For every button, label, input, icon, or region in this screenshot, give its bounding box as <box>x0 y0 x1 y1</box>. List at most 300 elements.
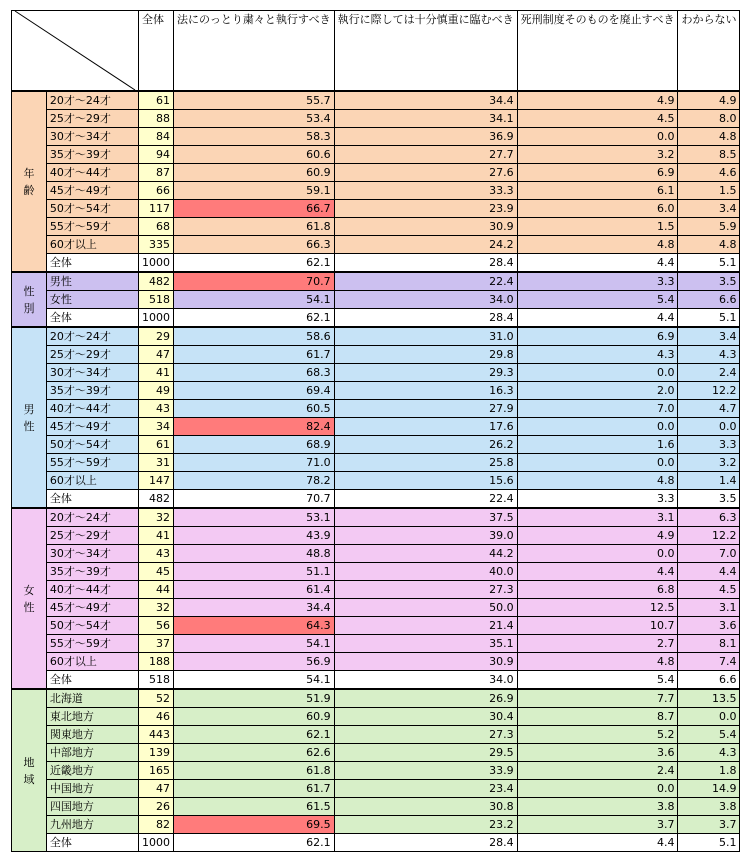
row-label: 25才～29才 <box>46 110 138 128</box>
table-row <box>12 563 740 581</box>
value-cell: 6.6 <box>678 671 740 690</box>
value-cell: 27.3 <box>334 581 517 599</box>
table-row <box>12 527 740 545</box>
value-cell: 3.1 <box>678 599 740 617</box>
value-cell: 4.8 <box>517 653 678 671</box>
value-cell: 6.9 <box>517 327 678 346</box>
value-cell: 4.5 <box>678 581 740 599</box>
value-cell: 62.1 <box>174 834 335 852</box>
value-cell: 1.6 <box>517 436 678 454</box>
value-cell: 2.4 <box>517 762 678 780</box>
row-label: 女性 <box>46 291 138 309</box>
sample-count-cell: 335 <box>139 236 174 254</box>
table-row <box>12 780 740 798</box>
value-cell: 40.0 <box>334 563 517 581</box>
sample-count-cell: 37 <box>139 635 174 653</box>
value-cell: 6.8 <box>517 581 678 599</box>
value-cell: 4.8 <box>678 128 740 146</box>
sample-count-cell: 44 <box>139 581 174 599</box>
value-cell: 28.4 <box>334 254 517 273</box>
value-cell: 5.4 <box>517 671 678 690</box>
value-cell: 3.6 <box>678 617 740 635</box>
table-total-row <box>12 254 740 273</box>
sample-count-cell: 518 <box>139 291 174 309</box>
value-cell: 55.7 <box>174 91 335 110</box>
sample-count-cell: 56 <box>139 617 174 635</box>
sample-count-cell: 31 <box>139 454 174 472</box>
value-cell: 4.4 <box>517 309 678 328</box>
value-cell: 62.1 <box>174 254 335 273</box>
value-cell: 4.4 <box>517 834 678 852</box>
row-label: 近畿地方 <box>46 762 138 780</box>
row-label: 30才～34才 <box>46 128 138 146</box>
corner-header-cell <box>12 11 139 92</box>
row-label: 60才以上 <box>46 653 138 671</box>
sample-count-cell: 443 <box>139 726 174 744</box>
sample-count-cell: 94 <box>139 146 174 164</box>
value-cell: 3.3 <box>517 490 678 509</box>
value-cell: 3.6 <box>517 744 678 762</box>
value-cell: 3.2 <box>517 146 678 164</box>
value-cell: 34.4 <box>174 599 335 617</box>
value-cell: 21.4 <box>334 617 517 635</box>
value-cell: 5.4 <box>517 291 678 309</box>
value-cell: 0.0 <box>517 364 678 382</box>
value-cell: 61.7 <box>174 780 335 798</box>
table-row <box>12 726 740 744</box>
value-cell: 54.1 <box>174 671 335 690</box>
value-cell: 60.9 <box>174 164 335 182</box>
value-cell: 8.7 <box>517 708 678 726</box>
row-label: 40才～44才 <box>46 581 138 599</box>
value-cell: 39.0 <box>334 527 517 545</box>
value-cell: 66.3 <box>174 236 335 254</box>
table-row <box>12 689 740 708</box>
value-cell: 61.8 <box>174 218 335 236</box>
value-cell: 12.2 <box>678 382 740 400</box>
value-cell: 30.8 <box>334 798 517 816</box>
row-label: 20才～24才 <box>46 508 138 527</box>
table-row <box>12 744 740 762</box>
value-cell: 69.4 <box>174 382 335 400</box>
row-label: 20才～24才 <box>46 91 138 110</box>
value-cell: 68.9 <box>174 436 335 454</box>
value-cell: 4.3 <box>517 346 678 364</box>
value-cell: 0.0 <box>678 418 740 436</box>
value-cell: 56.9 <box>174 653 335 671</box>
value-cell: 4.4 <box>517 254 678 273</box>
value-cell: 50.0 <box>334 599 517 617</box>
value-cell: 22.4 <box>334 490 517 509</box>
table-row <box>12 346 740 364</box>
table-row <box>12 816 740 834</box>
value-cell: 61.4 <box>174 581 335 599</box>
value-cell: 4.9 <box>678 91 740 110</box>
value-cell: 4.4 <box>678 563 740 581</box>
value-cell: 34.0 <box>334 291 517 309</box>
value-cell: 6.0 <box>517 200 678 218</box>
row-label: 50才～54才 <box>46 436 138 454</box>
value-cell: 61.7 <box>174 346 335 364</box>
value-cell: 1.5 <box>517 218 678 236</box>
table-row <box>12 708 740 726</box>
sample-count-cell: 68 <box>139 218 174 236</box>
value-cell: 60.9 <box>174 708 335 726</box>
value-cell: 4.9 <box>517 527 678 545</box>
value-cell: 4.5 <box>517 110 678 128</box>
value-cell: 2.7 <box>517 635 678 653</box>
value-cell: 12.5 <box>517 599 678 617</box>
table-row <box>12 762 740 780</box>
value-cell: 37.5 <box>334 508 517 527</box>
table-row <box>12 128 740 146</box>
value-cell: 17.6 <box>334 418 517 436</box>
value-cell: 29.8 <box>334 346 517 364</box>
sample-count-cell: 117 <box>139 200 174 218</box>
highlighted-value-cell: 82.4 <box>174 418 335 436</box>
sample-count-cell: 43 <box>139 400 174 418</box>
value-cell: 4.8 <box>678 236 740 254</box>
table-row <box>12 382 740 400</box>
sample-count-cell: 165 <box>139 762 174 780</box>
value-cell: 3.7 <box>517 816 678 834</box>
table-row <box>12 798 740 816</box>
value-cell: 62.1 <box>174 309 335 328</box>
value-cell: 0.0 <box>517 545 678 563</box>
sample-count-cell: 147 <box>139 472 174 490</box>
table-total-row <box>12 834 740 852</box>
value-cell: 58.3 <box>174 128 335 146</box>
value-cell: 3.3 <box>517 272 678 291</box>
sample-count-cell: 1000 <box>139 309 174 328</box>
value-cell: 7.0 <box>517 400 678 418</box>
sample-count-cell: 49 <box>139 382 174 400</box>
value-cell: 68.3 <box>174 364 335 382</box>
value-cell: 3.8 <box>678 798 740 816</box>
row-label: 全体 <box>46 834 138 852</box>
value-cell: 3.4 <box>678 200 740 218</box>
value-cell: 13.5 <box>678 689 740 708</box>
value-cell: 61.5 <box>174 798 335 816</box>
value-cell: 1.5 <box>678 182 740 200</box>
diagonal-line <box>15 11 135 90</box>
table-row <box>12 236 740 254</box>
row-label: 男性 <box>46 272 138 291</box>
value-cell: 70.7 <box>174 490 335 509</box>
table-total-row <box>12 309 740 328</box>
value-cell: 7.0 <box>678 545 740 563</box>
group-label-sex: 性 別 <box>12 272 47 327</box>
value-cell: 23.2 <box>334 816 517 834</box>
sample-count-cell: 46 <box>139 708 174 726</box>
table-row <box>12 653 740 671</box>
value-cell: 30.4 <box>334 708 517 726</box>
value-cell: 8.0 <box>678 110 740 128</box>
header-execute-carefully: 執行に際しては十分慎重に臨むべき <box>334 11 517 92</box>
value-cell: 7.4 <box>678 653 740 671</box>
value-cell: 51.9 <box>174 689 335 708</box>
sample-count-cell: 45 <box>139 563 174 581</box>
value-cell: 5.1 <box>678 254 740 273</box>
sample-count-cell: 518 <box>139 671 174 690</box>
header-abolish: 死刑制度そのものを廃止すべき <box>517 11 678 92</box>
value-cell: 2.0 <box>517 382 678 400</box>
value-cell: 0.0 <box>517 128 678 146</box>
value-cell: 3.1 <box>517 508 678 527</box>
value-cell: 26.2 <box>334 436 517 454</box>
sample-count-cell: 482 <box>139 490 174 509</box>
value-cell: 31.0 <box>334 327 517 346</box>
sample-count-cell: 61 <box>139 436 174 454</box>
row-label: 35才～39才 <box>46 382 138 400</box>
row-label: 55才～59才 <box>46 635 138 653</box>
value-cell: 27.9 <box>334 400 517 418</box>
table-row <box>12 272 740 291</box>
header-total: 全体 <box>139 11 174 92</box>
row-label: 50才～54才 <box>46 617 138 635</box>
group-label-women: 女 性 <box>12 508 47 689</box>
value-cell: 6.6 <box>678 291 740 309</box>
table-row <box>12 364 740 382</box>
row-label: 55才～59才 <box>46 454 138 472</box>
table-row <box>12 581 740 599</box>
row-label: 55才～59才 <box>46 218 138 236</box>
table-row <box>12 327 740 346</box>
value-cell: 23.4 <box>334 780 517 798</box>
table-row <box>12 400 740 418</box>
value-cell: 33.3 <box>334 182 517 200</box>
value-cell: 58.6 <box>174 327 335 346</box>
value-cell: 29.5 <box>334 744 517 762</box>
value-cell: 12.2 <box>678 527 740 545</box>
value-cell: 53.4 <box>174 110 335 128</box>
value-cell: 5.1 <box>678 309 740 328</box>
row-label: 35才～39才 <box>46 563 138 581</box>
row-label: 北海道 <box>46 689 138 708</box>
row-label: 全体 <box>46 309 138 328</box>
sample-count-cell: 88 <box>139 110 174 128</box>
sample-count-cell: 84 <box>139 128 174 146</box>
sample-count-cell: 87 <box>139 164 174 182</box>
value-cell: 34.4 <box>334 91 517 110</box>
sample-count-cell: 61 <box>139 91 174 110</box>
value-cell: 71.0 <box>174 454 335 472</box>
sample-count-cell: 139 <box>139 744 174 762</box>
row-label: 全体 <box>46 490 138 509</box>
row-label: 全体 <box>46 671 138 690</box>
value-cell: 27.6 <box>334 164 517 182</box>
table-row <box>12 436 740 454</box>
value-cell: 51.1 <box>174 563 335 581</box>
value-cell: 44.2 <box>334 545 517 563</box>
table-total-row <box>12 490 740 509</box>
value-cell: 25.8 <box>334 454 517 472</box>
value-cell: 24.2 <box>334 236 517 254</box>
value-cell: 5.4 <box>678 726 740 744</box>
row-label: 四国地方 <box>46 798 138 816</box>
value-cell: 14.9 <box>678 780 740 798</box>
value-cell: 4.3 <box>678 346 740 364</box>
value-cell: 43.9 <box>174 527 335 545</box>
value-cell: 4.7 <box>678 400 740 418</box>
value-cell: 3.7 <box>678 816 740 834</box>
sample-count-cell: 47 <box>139 346 174 364</box>
value-cell: 4.8 <box>517 236 678 254</box>
table-row <box>12 218 740 236</box>
value-cell: 3.4 <box>678 327 740 346</box>
value-cell: 3.5 <box>678 490 740 509</box>
value-cell: 2.4 <box>678 364 740 382</box>
group-label-men: 男 性 <box>12 327 47 508</box>
value-cell: 28.4 <box>334 834 517 852</box>
value-cell: 26.9 <box>334 689 517 708</box>
row-label: 中部地方 <box>46 744 138 762</box>
sample-count-cell: 82 <box>139 816 174 834</box>
row-label: 東北地方 <box>46 708 138 726</box>
sample-count-cell: 41 <box>139 364 174 382</box>
table-row <box>12 418 740 436</box>
value-cell: 6.1 <box>517 182 678 200</box>
value-cell: 34.0 <box>334 671 517 690</box>
survey-table <box>11 10 740 852</box>
value-cell: 53.1 <box>174 508 335 527</box>
sample-count-cell: 1000 <box>139 834 174 852</box>
value-cell: 36.9 <box>334 128 517 146</box>
value-cell: 60.6 <box>174 146 335 164</box>
highlighted-value-cell: 64.3 <box>174 617 335 635</box>
value-cell: 27.3 <box>334 726 517 744</box>
row-label: 九州地方 <box>46 816 138 834</box>
row-label: 25才～29才 <box>46 346 138 364</box>
value-cell: 28.4 <box>334 309 517 328</box>
table-row <box>12 599 740 617</box>
table-row <box>12 110 740 128</box>
value-cell: 15.6 <box>334 472 517 490</box>
header-execute-strictly: 法にのっとり粛々と執行すべき <box>174 11 335 92</box>
highlighted-value-cell: 66.7 <box>174 200 335 218</box>
value-cell: 0.0 <box>678 708 740 726</box>
sample-count-cell: 47 <box>139 780 174 798</box>
sample-count-cell: 32 <box>139 508 174 527</box>
sample-count-cell: 1000 <box>139 254 174 273</box>
value-cell: 1.8 <box>678 762 740 780</box>
sample-count-cell: 482 <box>139 272 174 291</box>
table-row <box>12 164 740 182</box>
row-label: 45才～49才 <box>46 182 138 200</box>
value-cell: 4.3 <box>678 744 740 762</box>
value-cell: 54.1 <box>174 635 335 653</box>
sample-count-cell: 43 <box>139 545 174 563</box>
value-cell: 0.0 <box>517 454 678 472</box>
value-cell: 54.1 <box>174 291 335 309</box>
row-label: 60才以上 <box>46 472 138 490</box>
sample-count-cell: 66 <box>139 182 174 200</box>
table-row <box>12 182 740 200</box>
row-label: 60才以上 <box>46 236 138 254</box>
table-row <box>12 617 740 635</box>
value-cell: 6.9 <box>517 164 678 182</box>
value-cell: 16.3 <box>334 382 517 400</box>
value-cell: 30.9 <box>334 653 517 671</box>
value-cell: 4.4 <box>517 563 678 581</box>
value-cell: 1.4 <box>678 472 740 490</box>
table-row <box>12 545 740 563</box>
value-cell: 5.1 <box>678 834 740 852</box>
value-cell: 30.9 <box>334 218 517 236</box>
table-row <box>12 291 740 309</box>
table-row <box>12 508 740 527</box>
value-cell: 8.1 <box>678 635 740 653</box>
table-row <box>12 454 740 472</box>
highlighted-value-cell: 70.7 <box>174 272 335 291</box>
table-row <box>12 472 740 490</box>
row-label: 20才～24才 <box>46 327 138 346</box>
row-label: 40才～44才 <box>46 164 138 182</box>
row-label: 35才～39才 <box>46 146 138 164</box>
sample-count-cell: 32 <box>139 599 174 617</box>
value-cell: 23.9 <box>334 200 517 218</box>
value-cell: 33.9 <box>334 762 517 780</box>
value-cell: 0.0 <box>517 780 678 798</box>
row-label: 45才～49才 <box>46 599 138 617</box>
value-cell: 27.7 <box>334 146 517 164</box>
value-cell: 5.2 <box>517 726 678 744</box>
value-cell: 61.8 <box>174 762 335 780</box>
value-cell: 59.1 <box>174 182 335 200</box>
value-cell: 3.3 <box>678 436 740 454</box>
sample-count-cell: 29 <box>139 327 174 346</box>
value-cell: 78.2 <box>174 472 335 490</box>
value-cell: 62.1 <box>174 726 335 744</box>
row-label: 全体 <box>46 254 138 273</box>
value-cell: 4.8 <box>517 472 678 490</box>
value-cell: 22.4 <box>334 272 517 291</box>
group-label-region: 地 域 <box>12 689 47 852</box>
table-total-row <box>12 671 740 690</box>
value-cell: 4.9 <box>517 91 678 110</box>
row-label: 中国地方 <box>46 780 138 798</box>
sample-count-cell: 188 <box>139 653 174 671</box>
header-row <box>12 11 740 92</box>
value-cell: 10.7 <box>517 617 678 635</box>
row-label: 25才～29才 <box>46 527 138 545</box>
value-cell: 29.3 <box>334 364 517 382</box>
value-cell: 4.6 <box>678 164 740 182</box>
value-cell: 3.8 <box>517 798 678 816</box>
group-label-age: 年 齢 <box>12 91 47 272</box>
sample-count-cell: 52 <box>139 689 174 708</box>
value-cell: 7.7 <box>517 689 678 708</box>
row-label: 30才～34才 <box>46 545 138 563</box>
table-row <box>12 200 740 218</box>
row-label: 30才～34才 <box>46 364 138 382</box>
table-row <box>12 146 740 164</box>
sample-count-cell: 41 <box>139 527 174 545</box>
highlighted-value-cell: 69.5 <box>174 816 335 834</box>
value-cell: 8.5 <box>678 146 740 164</box>
sample-count-cell: 34 <box>139 418 174 436</box>
value-cell: 48.8 <box>174 545 335 563</box>
row-label: 関東地方 <box>46 726 138 744</box>
sample-count-cell: 26 <box>139 798 174 816</box>
row-label: 45才～49才 <box>46 418 138 436</box>
value-cell: 5.9 <box>678 218 740 236</box>
value-cell: 3.5 <box>678 272 740 291</box>
row-label: 50才～54才 <box>46 200 138 218</box>
value-cell: 60.5 <box>174 400 335 418</box>
row-label: 40才～44才 <box>46 400 138 418</box>
value-cell: 6.3 <box>678 508 740 527</box>
